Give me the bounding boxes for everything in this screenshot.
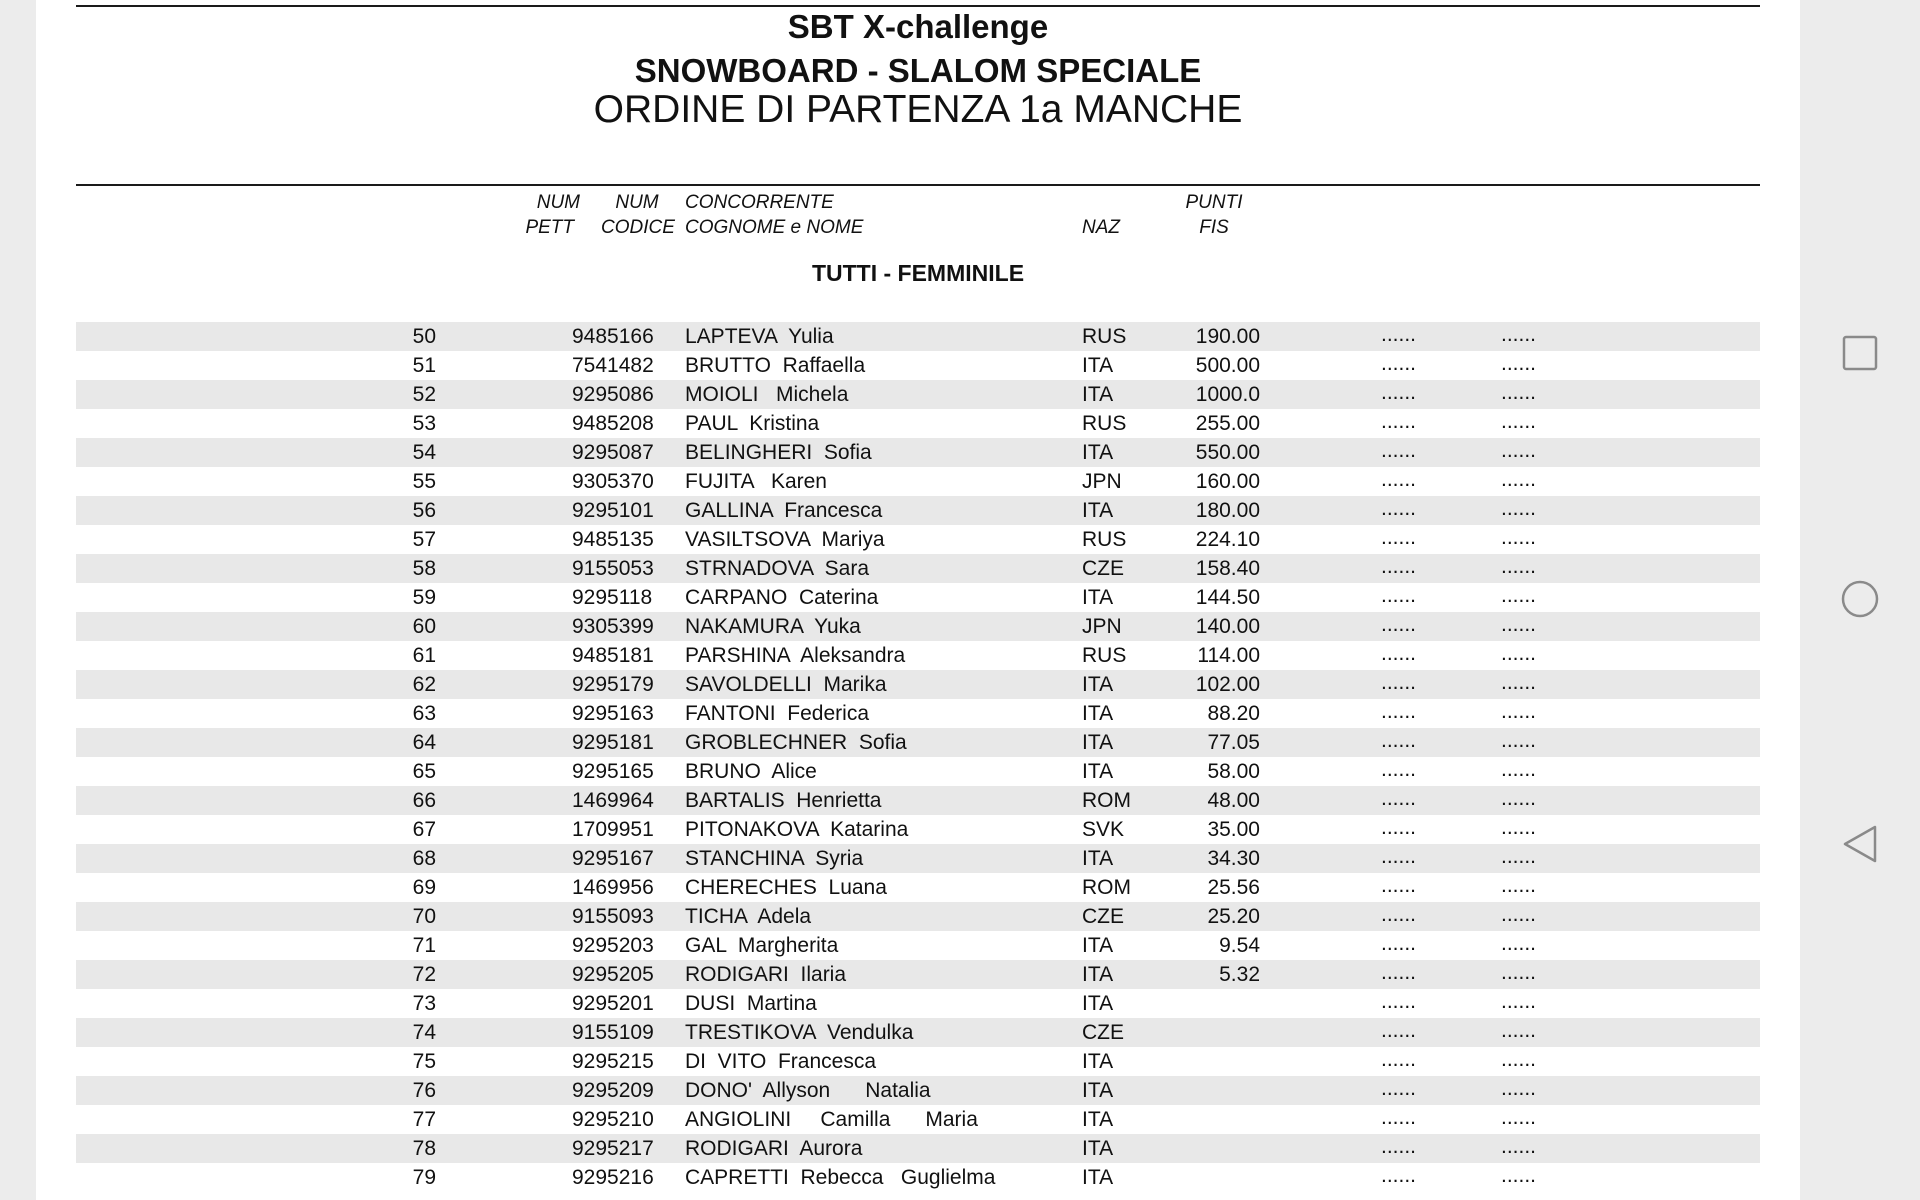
placeholder-cell: ...... — [1381, 381, 1417, 404]
naz-cell: CZE — [1082, 557, 1124, 580]
code-cell: 1469964 — [572, 789, 654, 812]
naz-cell: ITA — [1082, 963, 1114, 986]
placeholder-cell: ...... — [1381, 758, 1417, 781]
table-row — [76, 1163, 1760, 1192]
placeholder-cell: ...... — [1501, 584, 1537, 607]
code-cell: 9295205 — [572, 963, 654, 986]
punti-cell: 500.00 — [1195, 354, 1260, 377]
placeholder-cell: ...... — [1381, 700, 1417, 723]
code-cell: 9155053 — [572, 557, 654, 580]
name-cell: RODIGARI Ilaria — [685, 963, 847, 986]
triangle-back-icon — [1837, 821, 1883, 867]
naz-cell: ITA — [1082, 499, 1114, 522]
table-row — [76, 873, 1760, 902]
punti-cell: 158.40 — [1195, 557, 1260, 580]
naz-cell: ITA — [1082, 673, 1114, 696]
punti-cell: 140.00 — [1195, 615, 1260, 638]
placeholder-cell: ...... — [1381, 1106, 1417, 1129]
name-cell: BRUNO Alice — [685, 760, 817, 783]
pett-cell: 69 — [412, 876, 436, 899]
code-cell: 9295101 — [572, 499, 654, 522]
naz-cell: ITA — [1082, 847, 1114, 870]
naz-cell: RUS — [1082, 528, 1127, 551]
naz-cell: CZE — [1082, 905, 1124, 928]
naz-cell: ITA — [1082, 1050, 1114, 1073]
placeholder-cell: ...... — [1501, 874, 1537, 897]
placeholder-cell: ...... — [1501, 903, 1537, 926]
back-button[interactable] — [1837, 821, 1883, 867]
punti-cell: 144.50 — [1195, 586, 1260, 609]
placeholder-cell: ...... — [1501, 468, 1537, 491]
table-row — [76, 902, 1760, 931]
pett-cell: 76 — [412, 1079, 436, 1102]
punti-cell: 48.00 — [1207, 789, 1260, 812]
code-cell: 9295217 — [572, 1137, 654, 1160]
placeholder-cell: ...... — [1381, 497, 1417, 520]
table-row — [76, 641, 1760, 670]
square-icon — [1837, 330, 1883, 376]
name-cell: GROBLECHNER Sofia — [685, 731, 907, 754]
naz-cell: RUS — [1082, 644, 1127, 667]
placeholder-cell: ...... — [1381, 1164, 1417, 1187]
table-row — [76, 815, 1760, 844]
naz-cell: ITA — [1082, 441, 1114, 464]
table-row — [76, 786, 1760, 815]
name-cell: CHERECHES Luana — [685, 876, 887, 899]
document-page — [36, 0, 1800, 1200]
pett-cell: 77 — [412, 1108, 436, 1131]
placeholder-cell: ...... — [1381, 1048, 1417, 1071]
code-cell: 9295203 — [572, 934, 654, 957]
placeholder-cell: ...... — [1501, 555, 1537, 578]
table-row — [76, 960, 1760, 989]
punti-cell: 114.00 — [1197, 644, 1260, 667]
punti-cell: 77.05 — [1207, 731, 1260, 754]
pett-cell: 60 — [412, 615, 436, 638]
header-num-pett: NUM PETT — [525, 192, 580, 238]
placeholder-cell: ...... — [1381, 468, 1417, 491]
placeholder-cell: ...... — [1501, 845, 1537, 868]
name-cell: CARPANO Caterina — [685, 586, 879, 609]
pett-cell: 75 — [412, 1050, 436, 1073]
table-row — [76, 699, 1760, 728]
naz-cell: ITA — [1082, 1137, 1114, 1160]
placeholder-cell: ...... — [1501, 1164, 1537, 1187]
naz-cell: CZE — [1082, 1021, 1124, 1044]
placeholder-cell: ...... — [1501, 961, 1537, 984]
group-title: TUTTI - FEMMINILE — [811, 260, 1025, 286]
naz-cell: RUS — [1082, 325, 1127, 348]
name-cell: STRNADOVA Sara — [685, 557, 869, 580]
code-cell: 9295216 — [572, 1166, 654, 1189]
pett-cell: 55 — [412, 470, 436, 493]
name-cell: PARSHINA Aleksandra — [685, 644, 906, 667]
name-cell: CAPRETTI Rebecca Guglielma — [685, 1166, 996, 1189]
punti-cell: 35.00 — [1207, 818, 1260, 841]
punti-cell: 255.00 — [1195, 412, 1260, 435]
start-list-table — [76, 322, 1760, 1192]
placeholder-cell: ...... — [1501, 1077, 1537, 1100]
placeholder-cell: ...... — [1501, 323, 1537, 346]
naz-cell: ITA — [1082, 934, 1114, 957]
placeholder-cell: ...... — [1501, 439, 1537, 462]
header-naz: NAZ — [1082, 217, 1120, 238]
placeholder-cell: ...... — [1501, 758, 1537, 781]
pett-cell: 50 — [412, 325, 436, 348]
table-row — [76, 1076, 1760, 1105]
placeholder-cell: ...... — [1501, 1048, 1537, 1071]
pett-cell: 72 — [412, 963, 436, 986]
header-concorrente: CONCORRENTE COGNOME e NOME — [685, 192, 864, 238]
table-row — [76, 409, 1760, 438]
code-cell: 9485181 — [572, 644, 654, 667]
code-cell: 1469956 — [572, 876, 654, 899]
name-cell: ANGIOLINI Camilla Maria — [685, 1108, 978, 1131]
code-cell: 9295118 — [572, 586, 653, 609]
naz-cell: ITA — [1082, 760, 1114, 783]
naz-cell: ITA — [1082, 702, 1114, 725]
table-row — [76, 931, 1760, 960]
placeholder-cell: ...... — [1381, 1135, 1417, 1158]
punti-cell: 34.30 — [1207, 847, 1260, 870]
placeholder-cell: ...... — [1381, 903, 1417, 926]
pett-cell: 66 — [412, 789, 436, 812]
placeholder-cell: ...... — [1501, 613, 1537, 636]
placeholder-cell: ...... — [1501, 671, 1537, 694]
placeholder-cell: ...... — [1501, 932, 1537, 955]
name-cell: DI VITO Francesca — [685, 1050, 876, 1073]
name-cell: STANCHINA Syria — [685, 847, 864, 870]
punti-cell: 1000.0 — [1195, 383, 1260, 406]
table-row — [76, 1105, 1760, 1134]
name-cell: LAPTEVA Yulia — [685, 325, 834, 348]
naz-cell: JPN — [1082, 470, 1122, 493]
code-cell: 1709951 — [572, 818, 654, 841]
circle-icon — [1837, 576, 1883, 622]
name-cell: BARTALIS Henrietta — [685, 789, 882, 812]
naz-cell: ITA — [1082, 354, 1114, 377]
android-nav-bar — [1800, 0, 1920, 1200]
table-row — [76, 1047, 1760, 1076]
code-cell: 9295167 — [572, 847, 654, 870]
placeholder-cell: ...... — [1381, 642, 1417, 665]
placeholder-cell: ...... — [1501, 990, 1537, 1013]
table-row — [76, 670, 1760, 699]
naz-cell: ITA — [1082, 1079, 1114, 1102]
placeholder-cell: ...... — [1501, 642, 1537, 665]
placeholder-cell: ...... — [1501, 1019, 1537, 1042]
code-cell: 9485208 — [572, 412, 654, 435]
name-cell: BRUTTO Raffaella — [685, 354, 866, 377]
name-cell: FANTONI Federica — [685, 702, 869, 725]
recent-apps-button[interactable] — [1837, 330, 1883, 376]
pett-cell: 79 — [412, 1166, 436, 1189]
pett-cell: 78 — [412, 1137, 436, 1160]
pett-cell: 70 — [412, 905, 436, 928]
code-cell: 9295087 — [572, 441, 654, 464]
placeholder-cell: ...... — [1501, 526, 1537, 549]
table-row — [76, 322, 1760, 351]
table-row — [76, 989, 1760, 1018]
table-row — [76, 1018, 1760, 1047]
pett-cell: 65 — [412, 760, 436, 783]
punti-cell: 102.00 — [1195, 673, 1260, 696]
placeholder-cell: ...... — [1501, 352, 1537, 375]
name-cell: TRESTIKOVA Vendulka — [685, 1021, 914, 1044]
naz-cell: SVK — [1082, 818, 1125, 841]
placeholder-cell: ...... — [1381, 874, 1417, 897]
document-heading: ORDINE DI PARTENZA 1a MANCHE — [593, 88, 1243, 131]
table-row — [76, 467, 1760, 496]
pett-cell: 58 — [412, 557, 436, 580]
pett-cell: 64 — [412, 731, 436, 754]
placeholder-cell: ...... — [1501, 1106, 1537, 1129]
punti-cell: 25.56 — [1207, 876, 1260, 899]
punti-cell: 25.20 — [1207, 905, 1260, 928]
name-cell: MOIOLI Michela — [685, 383, 849, 406]
pett-cell: 68 — [412, 847, 436, 870]
code-cell: 9295215 — [572, 1050, 654, 1073]
table-row — [76, 1134, 1760, 1163]
name-cell: TICHA Adela — [685, 905, 812, 928]
pett-cell: 53 — [412, 412, 436, 435]
pett-cell: 51 — [412, 354, 436, 377]
punti-cell: 88.20 — [1207, 702, 1260, 725]
name-cell: FUJITA Karen — [685, 470, 827, 493]
table-row — [76, 583, 1760, 612]
punti-cell: 190.00 — [1195, 325, 1260, 348]
pett-cell: 61 — [412, 644, 436, 667]
name-cell: RODIGARI Aurora — [685, 1137, 863, 1160]
table-row — [76, 554, 1760, 583]
placeholder-cell: ...... — [1381, 729, 1417, 752]
placeholder-cell: ...... — [1501, 729, 1537, 752]
placeholder-cell: ...... — [1501, 381, 1537, 404]
table-row — [76, 438, 1760, 467]
document-title: SBT X-challenge — [787, 8, 1049, 45]
pett-cell: 73 — [412, 992, 436, 1015]
table-row — [76, 525, 1760, 554]
naz-cell: ITA — [1082, 731, 1114, 754]
table-row — [76, 844, 1760, 873]
name-cell: DONO' Allyson Natalia — [685, 1079, 931, 1102]
placeholder-cell: ...... — [1381, 526, 1417, 549]
name-cell: NAKAMURA Yuka — [685, 615, 861, 638]
code-cell: 9295209 — [572, 1079, 654, 1102]
name-cell: SAVOLDELLI Marika — [685, 673, 887, 696]
table-row — [76, 757, 1760, 786]
header-punti-fis: PUNTI FIS — [1185, 192, 1243, 238]
naz-cell: ITA — [1082, 383, 1114, 406]
pett-cell: 59 — [412, 586, 436, 609]
pett-cell: 62 — [412, 673, 436, 696]
code-cell: 9305399 — [572, 615, 654, 638]
placeholder-cell: ...... — [1381, 787, 1417, 810]
code-cell: 9295165 — [572, 760, 654, 783]
pett-cell: 71 — [412, 934, 436, 957]
punti-cell: 160.00 — [1195, 470, 1260, 493]
placeholder-cell: ...... — [1381, 439, 1417, 462]
punti-cell: 9.54 — [1219, 934, 1260, 957]
code-cell: 9295181 — [572, 731, 654, 754]
punti-cell: 224.10 — [1195, 528, 1260, 551]
placeholder-cell: ...... — [1381, 961, 1417, 984]
document-subtitle: SNOWBOARD - SLALOM SPECIALE — [634, 52, 1202, 89]
naz-cell: RUS — [1082, 412, 1127, 435]
punti-cell: 5.32 — [1219, 963, 1260, 986]
table-row — [76, 351, 1760, 380]
code-cell: 9155093 — [572, 905, 654, 928]
table-row — [76, 612, 1760, 641]
punti-cell: 58.00 — [1207, 760, 1260, 783]
placeholder-cell: ...... — [1381, 613, 1417, 636]
code-cell: 9295163 — [572, 702, 654, 725]
naz-cell: ROM — [1082, 876, 1131, 899]
placeholder-cell: ...... — [1381, 1019, 1417, 1042]
code-cell: 9295086 — [572, 383, 654, 406]
placeholder-cell: ...... — [1381, 555, 1417, 578]
name-cell: GAL Margherita — [685, 934, 839, 957]
naz-cell: JPN — [1082, 615, 1122, 638]
naz-cell: ITA — [1082, 992, 1114, 1015]
placeholder-cell: ...... — [1501, 410, 1537, 433]
naz-cell: ROM — [1082, 789, 1131, 812]
table-row — [76, 380, 1760, 409]
header-rule — [76, 184, 1760, 186]
placeholder-cell: ...... — [1381, 990, 1417, 1013]
name-cell: DUSI Martina — [685, 992, 817, 1015]
pett-cell: 63 — [412, 702, 436, 725]
pett-cell: 57 — [412, 528, 436, 551]
naz-cell: ITA — [1082, 1108, 1114, 1131]
placeholder-cell: ...... — [1381, 410, 1417, 433]
placeholder-cell: ...... — [1381, 671, 1417, 694]
placeholder-cell: ...... — [1501, 816, 1537, 839]
pett-cell: 74 — [412, 1021, 436, 1044]
name-cell: PAUL Kristina — [685, 412, 820, 435]
pett-cell: 54 — [412, 441, 436, 464]
naz-cell: ITA — [1082, 586, 1114, 609]
punti-cell: 180.00 — [1195, 499, 1260, 522]
placeholder-cell: ...... — [1501, 787, 1537, 810]
name-cell: VASILTSOVA Mariya — [685, 528, 885, 551]
placeholder-cell: ...... — [1381, 932, 1417, 955]
name-cell: GALLINA Francesca — [685, 499, 883, 522]
placeholder-cell: ...... — [1381, 845, 1417, 868]
placeholder-cell: ...... — [1501, 1135, 1537, 1158]
top-rule — [76, 5, 1760, 7]
placeholder-cell: ...... — [1381, 1077, 1417, 1100]
code-cell: 9155109 — [572, 1021, 654, 1044]
placeholder-cell: ...... — [1381, 584, 1417, 607]
code-cell: 7541482 — [572, 354, 654, 377]
name-cell: BELINGHERI Sofia — [685, 441, 872, 464]
code-cell: 9305370 — [572, 470, 654, 493]
placeholder-cell: ...... — [1381, 816, 1417, 839]
header-num-codice: NUM CODICE — [601, 192, 675, 238]
code-cell: 9295201 — [572, 992, 654, 1015]
home-button[interactable] — [1837, 576, 1883, 622]
pett-cell: 52 — [412, 383, 436, 406]
table-row — [76, 496, 1760, 525]
naz-cell: ITA — [1082, 1166, 1114, 1189]
placeholder-cell: ...... — [1381, 352, 1417, 375]
placeholder-cell: ...... — [1381, 323, 1417, 346]
code-cell: 9485166 — [572, 325, 654, 348]
name-cell: PITONAKOVA Katarina — [685, 818, 909, 841]
placeholder-cell: ...... — [1501, 497, 1537, 520]
code-cell: 9295210 — [572, 1108, 654, 1131]
table-row — [76, 728, 1760, 757]
code-cell: 9295179 — [572, 673, 654, 696]
placeholder-cell: ...... — [1501, 700, 1537, 723]
code-cell: 9485135 — [572, 528, 654, 551]
pett-cell: 67 — [412, 818, 436, 841]
pett-cell: 56 — [412, 499, 436, 522]
punti-cell: 550.00 — [1195, 441, 1260, 464]
